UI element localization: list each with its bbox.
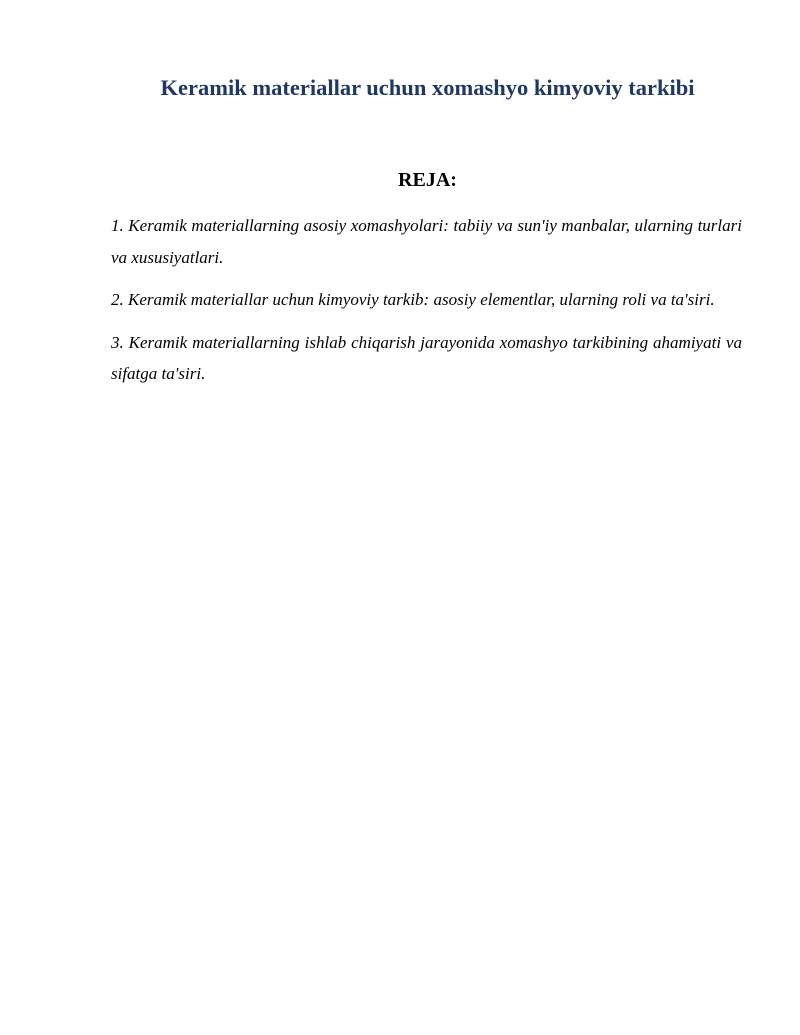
document-title: Keramik materiallar uchun xomashyo kimyoviy tarkibi: [160, 75, 695, 100]
plan-heading: REJA:: [398, 169, 457, 191]
plan-list: [111, 210, 742, 401]
plan-item-3: 3. Keramik materiallarning ishlab chiqarish jarayonida xomashyo tarkibining ahamiyati va sifatga ta'siri.: [111, 332, 742, 383]
plan-item-2: 2. Keramik materiallar uchun kimyoviy tarkib: asosiy elementlar, ularning roli va ta'siri.: [111, 290, 715, 309]
plan-item-1: 1. Keramik materiallarning asosiy xomashyolari: tabiiy va sun'iy manbalar, ularning turlari va xususiyatlari.: [111, 216, 742, 267]
